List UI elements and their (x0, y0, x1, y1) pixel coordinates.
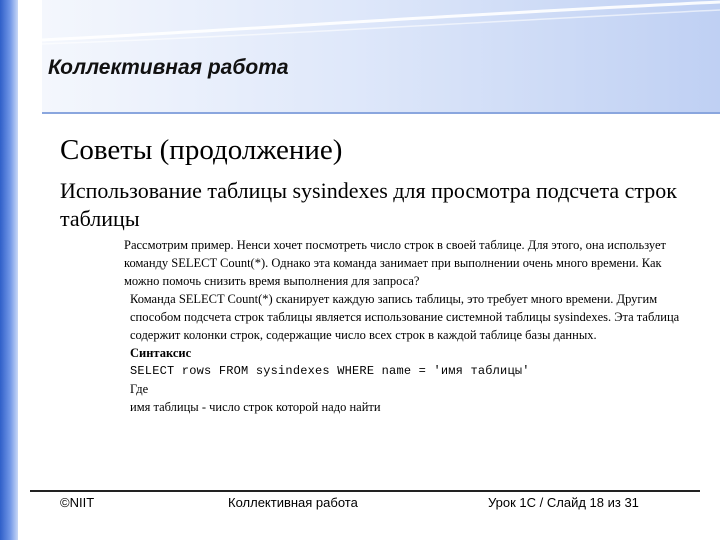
slide-body (124, 236, 694, 416)
footer-course: Коллективная работа (228, 495, 358, 510)
where-label: Где (130, 382, 149, 396)
paragraph-explanation: Команда SELECT Count(*) сканирует каждую запись таблицы, это требует много времени. Другим способом подсчета строк таблицы является использование системной таблицы sysindexes. Эта таблица содержит колонки строк, содержащие число всех строк в каждой таблице базы данных. (130, 292, 680, 342)
syntax-code: SELECT rows FROM sysindexes WHERE name = 'имя таблицы' (130, 364, 530, 378)
header-swoosh-decoration (42, 0, 720, 60)
where-description: имя таблицы - число строк которой надо найти (130, 400, 381, 414)
footer-copyright: ©NIIT (60, 495, 95, 510)
footer-divider (30, 490, 700, 492)
header-divider (42, 112, 720, 114)
footer-slide-number: Урок 1C / Слайд 18 из 31 (488, 495, 639, 510)
slide-title: Советы (продолжение) (60, 134, 343, 166)
syntax-heading: Синтаксис (130, 346, 192, 360)
slide-subtitle: Использование таблицы sysindexes для просмотра подсчета строк таблицы (60, 178, 677, 231)
header-title: Коллективная работа (48, 56, 289, 79)
left-accent-bar (0, 0, 18, 540)
paragraph-example: Рассмотрим пример. Ненси хочет посмотреть число строк в своей таблице. Для этого, она использует команду SELECT Count(*). Однако эта команда занимает при выполнении очень много времени. Как можно помочь снизить время выполнения для запроса? (124, 238, 666, 288)
